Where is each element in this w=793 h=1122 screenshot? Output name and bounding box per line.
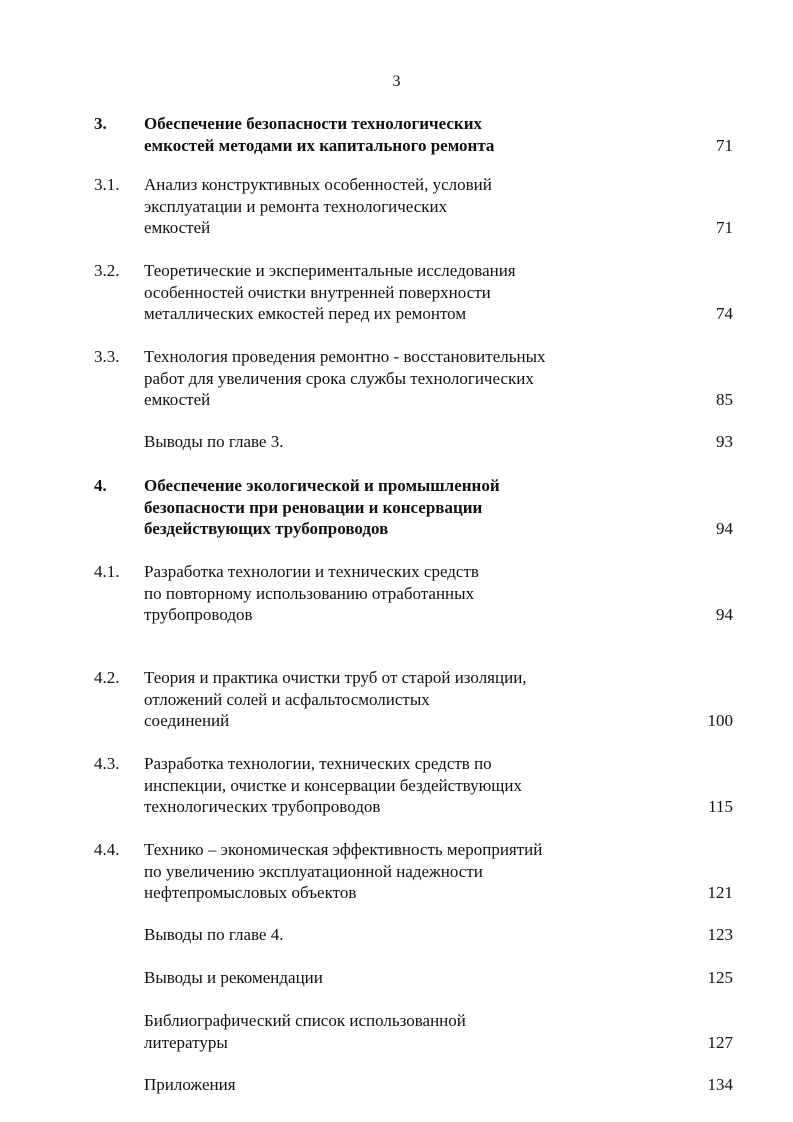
toc-title-line: отложений солей и асфальтосмолистых xyxy=(144,689,430,709)
toc-entry-page: 74 xyxy=(716,304,733,323)
toc-entry-title xyxy=(144,431,644,453)
toc-entry-title xyxy=(144,1074,644,1096)
toc-title-line: нефтепромысловых объектов xyxy=(144,883,357,902)
toc-title-line: Обеспечение безопасности технологических xyxy=(144,114,483,133)
toc-entry-title xyxy=(144,346,644,411)
toc-title-line: Разработка технологии, технических средств по xyxy=(144,754,492,773)
toc-entry-number: 3.2. xyxy=(94,261,120,280)
toc-title-line: Выводы по главе 3. xyxy=(144,432,284,451)
toc-title-line: Технология проведения ремонтно - восстановительных xyxy=(144,347,546,366)
toc-title-line: Разработка технологии и технических средств xyxy=(144,562,479,581)
toc-title-line: Обеспечение экологической и промышленной xyxy=(144,476,500,495)
toc-title-line: Технико – экономическая эффективность мероприятий xyxy=(144,840,543,859)
toc-entry-page: 121 xyxy=(707,883,733,902)
toc-entry-page: 93 xyxy=(716,432,733,451)
toc-entry-number: 3. xyxy=(94,114,107,133)
toc-entry-page: 94 xyxy=(716,605,733,624)
toc-entry-title xyxy=(144,174,644,239)
toc-entry-page: 100 xyxy=(707,711,733,730)
toc-entry-number: 4.2. xyxy=(94,668,120,687)
toc-entry-title xyxy=(144,839,644,904)
toc-entry-title xyxy=(144,260,644,325)
toc-entry-page: 123 xyxy=(707,925,733,944)
toc-title-line: особенностей очистки внутренней поверхности xyxy=(144,282,491,302)
toc-entry-title xyxy=(144,475,644,540)
toc-entry-number: 3.1. xyxy=(94,175,120,194)
toc-entry-number: 4.3. xyxy=(94,754,120,773)
toc-title-line: эксплуатации и ремонта технологических xyxy=(144,196,448,216)
toc-entry-number: 4.4. xyxy=(94,840,120,859)
toc-title-line: емкостей xyxy=(144,218,211,237)
toc-title-line: безопасности при реновации и консервации xyxy=(144,497,483,517)
toc-title-line: инспекции, очистке и консервации бездействующих xyxy=(144,775,522,795)
toc-entry-page: 134 xyxy=(707,1075,733,1094)
toc-title-line: Теория и практика очистки труб от старой изоляции, xyxy=(144,668,527,687)
toc-title-line: по увеличению эксплуатационной надежности xyxy=(144,861,483,881)
toc-title-line: металлических емкостей перед их ремонтом xyxy=(144,304,467,323)
toc-title-line: Выводы и рекомендации xyxy=(144,968,323,987)
toc-entry-title xyxy=(144,967,644,989)
toc-title-line: емкостей xyxy=(144,390,211,409)
toc-entry-page: 115 xyxy=(708,797,733,816)
toc-entry-title xyxy=(144,924,644,946)
toc-entry-page: 127 xyxy=(707,1032,733,1052)
toc-entry-title xyxy=(144,667,644,732)
toc-entry-number: 3.3. xyxy=(94,347,120,366)
toc-title-line: бездействующих трубопроводов xyxy=(144,519,389,538)
toc-title-line: по повторному использованию отработанных xyxy=(144,583,475,603)
toc-entry-page: 94 xyxy=(716,519,733,538)
toc-entry-page: 71 xyxy=(716,135,733,155)
toc-entry-title xyxy=(144,113,644,156)
toc-title-line: Библиографический список использованной xyxy=(144,1011,466,1030)
toc-title-line: соединений xyxy=(144,711,230,730)
toc-entry-number: 4. xyxy=(94,476,107,495)
toc-entry-title xyxy=(144,561,644,626)
toc-entry-page: 71 xyxy=(716,218,733,237)
toc-title-line: Анализ конструктивных особенностей, условий xyxy=(144,175,492,194)
toc-entry-title xyxy=(144,753,644,818)
toc-entry-title xyxy=(144,1010,644,1053)
toc-entry-page: 125 xyxy=(707,968,733,987)
toc-title-line: технологических трубопроводов xyxy=(144,797,381,816)
toc-title-line: Выводы по главе 4. xyxy=(144,925,284,944)
toc-title-line: Приложения xyxy=(144,1075,236,1094)
toc-title-line: трубопроводов xyxy=(144,605,253,624)
toc-entry-page: 85 xyxy=(716,390,733,409)
toc-entry-number: 4.1. xyxy=(94,562,120,581)
toc-title-line: Теоретические и экспериментальные исследования xyxy=(144,261,516,280)
page-number: 3 xyxy=(392,73,401,90)
toc-title-line: емкостей методами их капитального ремонта xyxy=(144,135,495,155)
toc-title-line: литературы xyxy=(144,1032,228,1052)
toc-title-line: работ для увеличения срока службы технологических xyxy=(144,368,534,388)
